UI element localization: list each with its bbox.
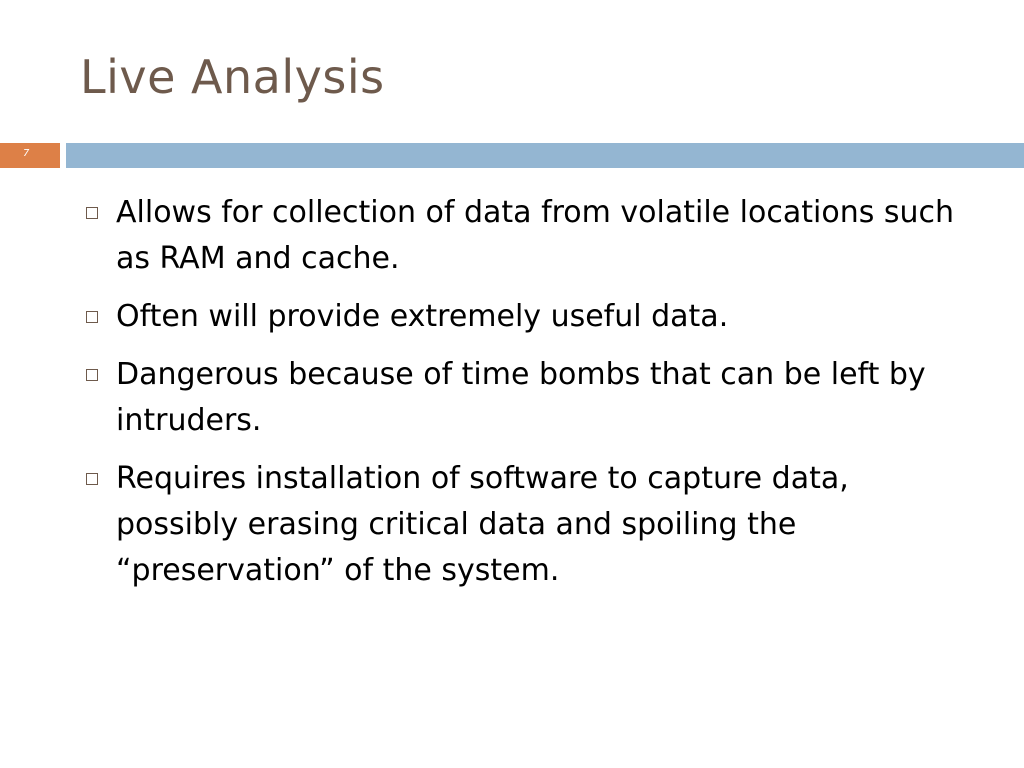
slide-number-box — [0, 143, 60, 168]
square-bullet-icon — [86, 369, 98, 381]
square-bullet-icon — [86, 473, 98, 485]
bullet-text: Allows for collection of data from volatile locations such as RAM and cache. — [116, 195, 955, 276]
bullet-list — [84, 190, 964, 606]
bullet-item — [84, 352, 964, 444]
bullet-item — [84, 456, 964, 594]
bullet-text: Dangerous because of time bombs that can be left by intruders. — [116, 357, 926, 438]
slide-title: Live Analysis — [80, 50, 385, 104]
bullet-text: Requires installation of software to capture data, possibly erasing critical data and spoiling the “preservation” of the system. — [116, 461, 849, 588]
bullet-text: Often will provide extremely useful data. — [116, 299, 729, 334]
square-bullet-icon — [86, 207, 98, 219]
bullet-item — [84, 294, 964, 340]
bullet-item — [84, 190, 964, 282]
slide-number: 7 — [23, 148, 30, 159]
title-accent-bar — [66, 143, 1024, 168]
square-bullet-icon — [86, 311, 98, 323]
